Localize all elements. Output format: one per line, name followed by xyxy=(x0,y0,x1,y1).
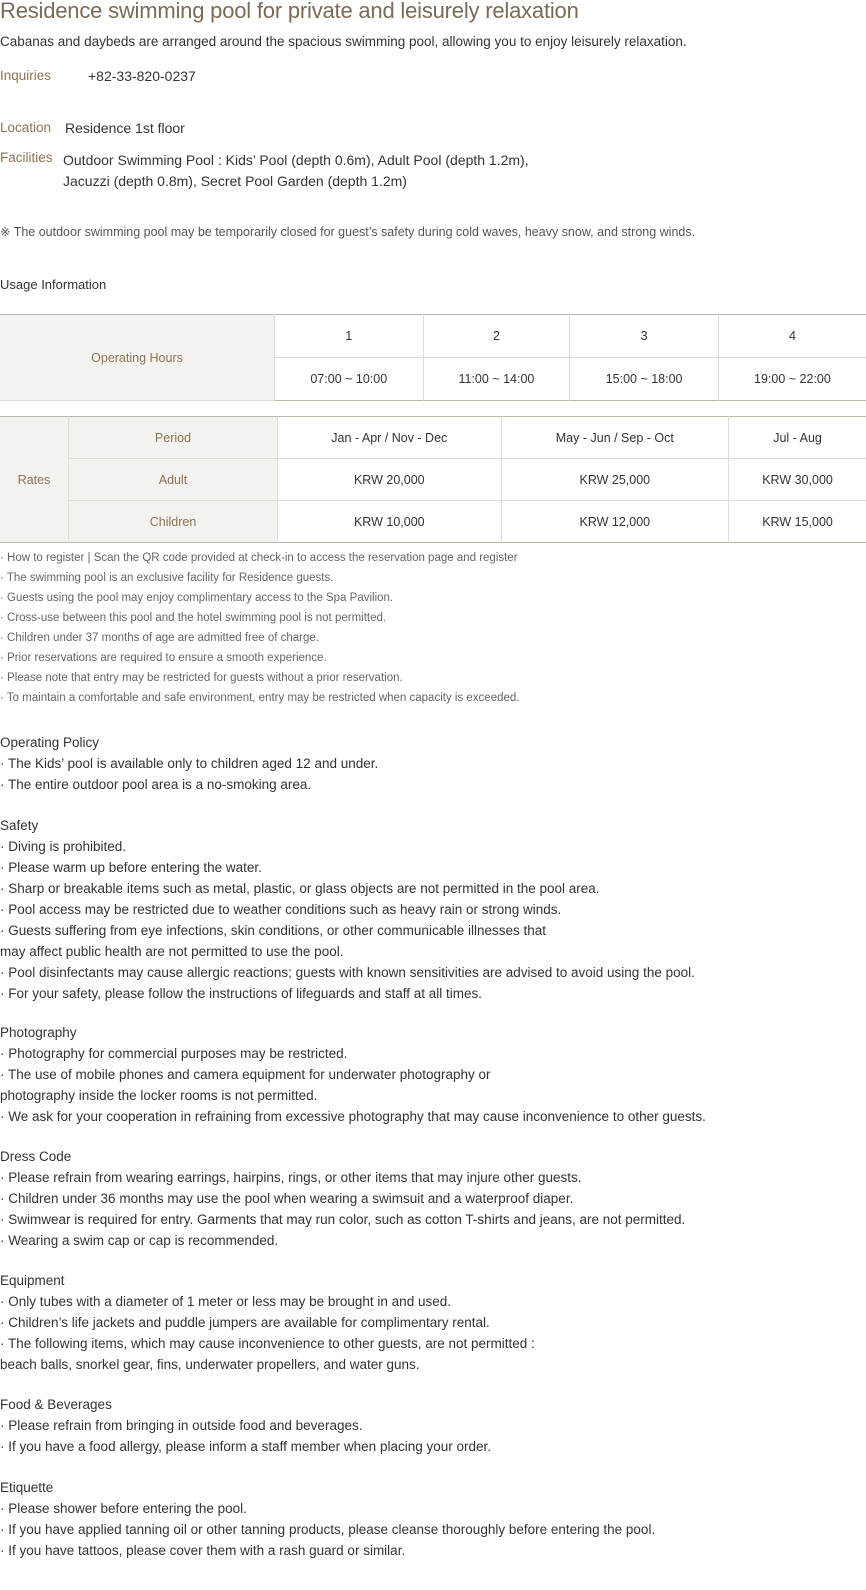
list-item: · Guests using the pool may enjoy complimentary access to the Spa Pavilion. xyxy=(0,592,394,604)
list-item: · Pool disinfectants may cause allergic reactions; guests with known sensitivities are advised to avoid using the pool. xyxy=(0,965,695,980)
operating-hours-header: Operating Hours xyxy=(0,315,275,401)
list-item: · The following items, which may cause inconvenience to other guests, are not permitted : beach balls, snorkel gear, fins, underwater propellers, and water guns. xyxy=(0,1336,535,1372)
list-item: · Children’s life jackets and puddle jumpers are available for complimentary rental. xyxy=(0,1315,490,1330)
list-item: · If you have applied tanning oil or other tanning products, please cleanse thoroughly before entering the pool. xyxy=(0,1522,656,1537)
section-title: Food & Beverages xyxy=(0,1397,112,1412)
inquiries-phone[interactable]: +82-33-820-0237 xyxy=(88,68,196,84)
operating-hours-table xyxy=(0,314,866,401)
page-title: Residence swimming pool for private and leisurely relaxation xyxy=(0,0,579,23)
facilities-line-1: Outdoor Swimming Pool : Kids’ Pool (depth 0.6m), Adult Pool (depth 1.2m), xyxy=(63,152,529,168)
safety-section xyxy=(0,815,860,1004)
section-title: Safety xyxy=(0,818,39,833)
list-item: · Please refrain from bringing in outside food and beverages. xyxy=(0,1418,363,1433)
list-item: · If you have a food allergy, please inform a staff member when placing your order. xyxy=(0,1439,492,1454)
rates-header: Rates xyxy=(0,417,69,543)
location-value: Residence 1st floor xyxy=(65,120,185,136)
section-title: Operating Policy xyxy=(0,735,100,750)
session-number: 1 xyxy=(275,315,424,358)
list-item: · If you have tattoos, please cover them with a rash guard or similar. xyxy=(0,1543,406,1558)
table-row xyxy=(0,315,866,358)
table-row xyxy=(0,501,866,543)
rates-cell: Jan - Apr / Nov - Dec xyxy=(278,417,502,459)
operating-policy-section xyxy=(0,732,860,795)
list-item: · Please warm up before entering the water. xyxy=(0,860,262,875)
rates-cell: Jul - Aug xyxy=(729,417,866,459)
rates-row-label: Period xyxy=(69,417,278,459)
list-item: · Photography for commercial purposes may be restricted. xyxy=(0,1046,348,1061)
session-time: 07:00 ~ 10:00 xyxy=(275,358,424,401)
section-title: Equipment xyxy=(0,1273,65,1288)
rates-row-label: Adult xyxy=(69,459,278,501)
location-label: Location xyxy=(0,120,52,135)
rates-row-label: Children xyxy=(69,501,278,543)
list-item: · How to register | Scan the QR code provided at check-in to access the reservation page and register xyxy=(0,552,518,564)
list-item: · The use of mobile phones and camera equipment for underwater photography or photography inside the locker rooms is not permitted. xyxy=(0,1067,491,1103)
rates-cell: KRW 20,000 xyxy=(278,459,502,501)
section-title: Etiquette xyxy=(0,1480,54,1495)
list-item: · Pool access may be restricted due to weather conditions such as heavy rain or strong winds. xyxy=(0,902,562,917)
list-item: · Prior reservations are required to ensure a smooth experience. xyxy=(0,652,327,664)
page-subtitle: Cabanas and daybeds are arranged around the spacious swimming pool, allowing you to enjoy leisurely relaxation. xyxy=(0,34,687,49)
rates-cell: KRW 30,000 xyxy=(729,459,866,501)
table-row xyxy=(0,459,866,501)
list-item: · We ask for your cooperation in refraining from excessive photography that may cause inconvenience to other guests. xyxy=(0,1109,706,1124)
usage-notes-list xyxy=(0,548,519,708)
closure-notice: ※ The outdoor swimming pool may be temporarily closed for guest’s safety during cold waves, heavy snow, and strong winds. xyxy=(0,225,696,239)
session-time: 15:00 ~ 18:00 xyxy=(570,358,719,401)
session-time: 19:00 ~ 22:00 xyxy=(718,358,866,401)
list-item: · Children under 36 months may use the pool when wearing a swimsuit and a waterproof diaper. xyxy=(0,1191,574,1206)
list-item: · For your safety, please follow the instructions of lifeguards and staff at all times. xyxy=(0,986,482,1001)
list-item: · Cross-use between this pool and the hotel swimming pool is not permitted. xyxy=(0,612,387,624)
food-beverages-section xyxy=(0,1394,860,1457)
photography-section xyxy=(0,1022,860,1127)
rates-cell: May - Jun / Sep - Oct xyxy=(501,417,728,459)
rates-table xyxy=(0,416,866,543)
list-item: · Swimwear is required for entry. Garments that may run color, such as cotton T-shirts and jeans, are not permitted. xyxy=(0,1212,686,1227)
rates-cell: KRW 25,000 xyxy=(501,459,728,501)
list-item: · To maintain a comfortable and safe environment, entry may be restricted when capacity is exceeded. xyxy=(0,692,520,704)
list-item: · Sharp or breakable items such as metal, plastic, or glass objects are not permitted in the pool area. xyxy=(0,881,600,896)
session-number: 4 xyxy=(718,315,866,358)
facilities-line-2: Jacuzzi (depth 0.8m), Secret Pool Garden (depth 1.2m) xyxy=(63,173,407,189)
list-item: · Children under 37 months of age are admitted free of charge. xyxy=(0,632,319,644)
rates-cell: KRW 15,000 xyxy=(729,501,866,543)
table-row xyxy=(0,417,866,459)
equipment-section xyxy=(0,1270,860,1375)
rates-cell: KRW 10,000 xyxy=(278,501,502,543)
session-time: 11:00 ~ 14:00 xyxy=(423,358,570,401)
list-item: · The entire outdoor pool area is a no-smoking area. xyxy=(0,777,312,792)
rates-cell: KRW 12,000 xyxy=(501,501,728,543)
facilities-value xyxy=(63,150,583,192)
session-number: 2 xyxy=(423,315,570,358)
section-title: Dress Code xyxy=(0,1149,72,1164)
list-item: · Diving is prohibited. xyxy=(0,839,127,854)
session-number: 3 xyxy=(570,315,719,358)
etiquette-section xyxy=(0,1477,860,1561)
list-item: · Wearing a swim cap or cap is recommended. xyxy=(0,1233,279,1248)
list-item: · Guests suffering from eye infections, skin conditions, or other communicable illnesses that may affect public health are not permitted to use the pool. xyxy=(0,923,547,959)
list-item: · Please shower before entering the pool. xyxy=(0,1501,247,1516)
list-item: · The swimming pool is an exclusive facility for Residence guests. xyxy=(0,572,334,584)
list-item: · Please note that entry may be restricted for guests without a prior reservation. xyxy=(0,672,403,684)
list-item: · The Kids’ pool is available only to children aged 12 and under. xyxy=(0,756,379,771)
inquiries-label: Inquiries xyxy=(0,68,52,83)
usage-information-title: Usage Information xyxy=(0,277,107,292)
dress-code-section xyxy=(0,1146,860,1251)
section-title: Photography xyxy=(0,1025,77,1040)
facilities-label: Facilities xyxy=(0,150,53,165)
list-item: · Please refrain from wearing earrings, hairpins, rings, or other items that may injure other guests. xyxy=(0,1170,582,1185)
list-item: · Only tubes with a diameter of 1 meter or less may be brought in and used. xyxy=(0,1294,451,1309)
